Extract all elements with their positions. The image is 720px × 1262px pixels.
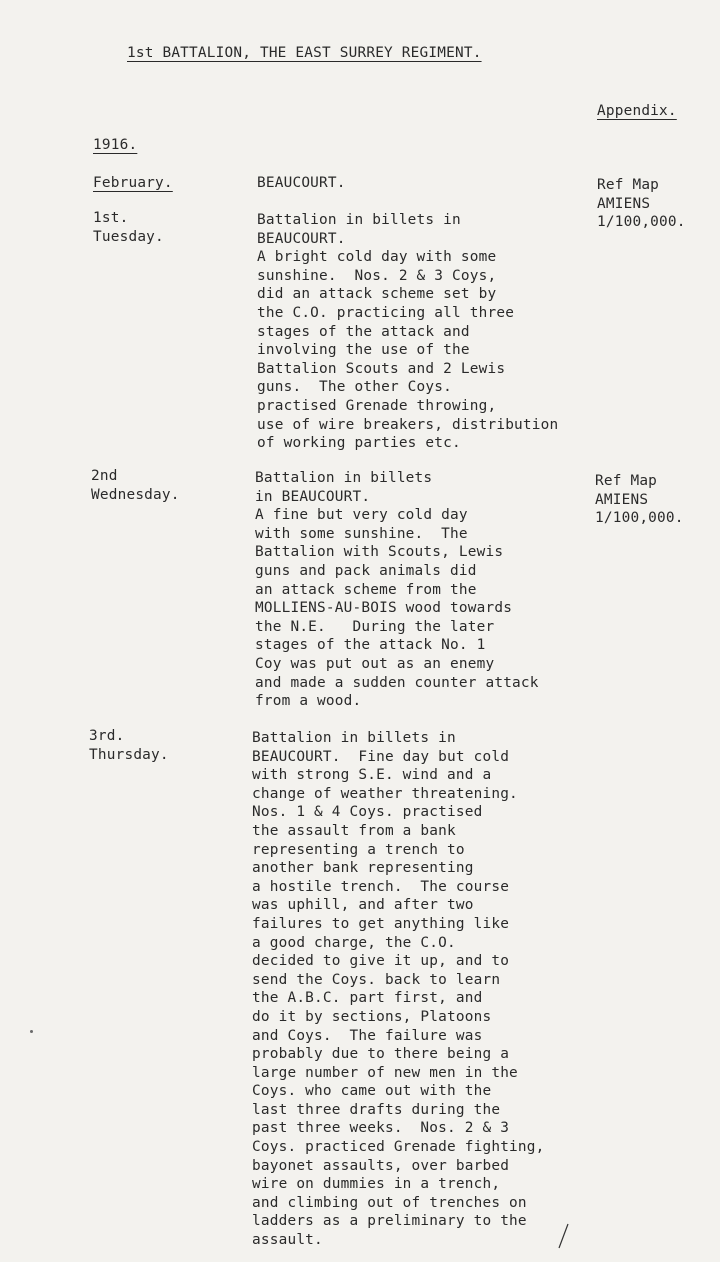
entry-text [255,469,539,711]
entry-text-line: an attack scheme from the [255,581,477,598]
entry-text-line: Coy was put out as an enemy [255,655,495,672]
entry-text [257,211,558,453]
entry-text-line: from a wood. [255,693,362,710]
entry-text-line: Nos. 1 & 4 Coys. practised [252,804,483,821]
entry-text-line: Battalion in billets in [257,212,461,228]
date-day: 1st. [93,210,129,226]
appendix-label: Appendix. [597,103,677,119]
entry-text-line: another bank representing [252,860,474,877]
entry-text-line: with some sunshine. The [255,525,468,542]
entry-text-line: practised Grenade throwing, [257,397,497,414]
month-heading: February. [93,175,173,191]
entry-date [91,467,180,504]
entry-text-line: the C.O. practicing all three [257,304,515,321]
entry-text-line: in BEAUCOURT. [255,488,371,505]
entry-text-line: of working parties etc. [257,435,461,452]
entry-text-line: use of wire breakers, distribution [257,416,559,433]
entry-text-line: assault. [252,1232,323,1249]
entry-text-line: and climbing out of trenches on [252,1194,527,1211]
date-weekday: Thursday. [89,746,169,763]
entry-text-line: a good charge, the C.O. [252,934,456,951]
entry-text-line: BEAUCOURT. [257,230,346,247]
entry-text-line: Coys. practiced Grenade fighting, [252,1139,545,1156]
entry-date [89,727,169,764]
ref-line: Ref Map [597,177,660,193]
entry-text-line: stages of the attack No. 1 [255,637,486,654]
entry-text-line: stages of the attack and [257,323,470,340]
entry-text-line: Battalion in billets in [252,730,456,746]
entry-text-line: A bright cold day with some [257,249,497,266]
ref-line: Ref Map [595,473,658,489]
entry-text-line: MOLLIENS-AU-BOIS wood towards [255,600,513,617]
entry-text-line: the A.B.C. part first, and [252,990,483,1007]
entry-text-line: decided to give it up, and to [252,953,510,970]
entry-text-line: sunshine. Nos. 2 & 3 Coys, [257,267,497,284]
entry-text-line: large number of new men in the [252,1064,518,1081]
entry-text-line: involving the use of the [257,342,470,359]
ref-map-note [595,472,684,528]
entry-text-line: representing a trench to [252,841,465,858]
entry-text-line: ladders as a preliminary to the [252,1213,527,1230]
entry-text-line: guns and pack animals did [255,562,477,579]
entry-text-line: failures to get anything like [252,915,510,932]
entry-text-line: Battalion in billets [255,470,433,486]
entry-text-line: wire on dummies in a trench, [252,1176,501,1193]
entry-text-line: the assault from a bank [252,822,456,839]
entry-text-line: Battalion Scouts and 2 Lewis [257,360,506,377]
ref-line: AMIENS [597,195,651,212]
year-heading: 1916. [93,137,138,153]
ref-map-note [597,176,686,232]
date-weekday: Wednesday. [91,486,180,503]
entry-text-line: change of weather threatening. [252,785,518,802]
entry-text-line: and made a sudden counter attack [255,674,539,691]
entry-text-line: a hostile trench. The course [252,878,510,895]
date-day: 3rd. [89,728,125,744]
entry-text-line: was uphill, and after two [252,897,474,914]
entry-text-line: A fine but very cold day [255,507,468,524]
entry-text-line: do it by sections, Platoons [252,1008,492,1025]
entry-text [252,729,545,1250]
entry-text-line: last three drafts during the [252,1101,501,1118]
entry-text-line: Battalion with Scouts, Lewis [255,544,504,561]
entry-text-line: send the Coys. back to learn [252,971,501,988]
place-heading: BEAUCOURT. [257,175,346,191]
entry-date [93,209,164,246]
entry-text-line: Coys. who came out with the [252,1083,492,1100]
entry-text-line: BEAUCOURT. Fine day but cold [252,748,510,765]
date-weekday: Tuesday. [93,228,164,245]
ref-line: 1/100,000. [595,510,684,527]
entry-text-line: and Coys. The failure was [252,1027,483,1044]
date-day: 2nd [91,468,118,484]
entry-text-line: did an attack scheme set by [257,286,497,303]
document-title: 1st BATTALION, THE EAST SURREY REGIMENT. [127,45,482,61]
paper-speck [30,1030,33,1033]
entry-text-line: bayonet assaults, over barbed [252,1157,510,1174]
ref-line: 1/100,000. [597,214,686,231]
entry-text-line: past three weeks. Nos. 2 & 3 [252,1120,510,1137]
pen-mark [556,1222,570,1250]
entry-text-line: the N.E. During the later [255,618,495,635]
ref-line: AMIENS [595,491,649,508]
entry-text-line: probably due to there being a [252,1046,510,1063]
entry-text-line: guns. The other Coys. [257,379,453,396]
entry-text-line: with strong S.E. wind and a [252,767,492,784]
